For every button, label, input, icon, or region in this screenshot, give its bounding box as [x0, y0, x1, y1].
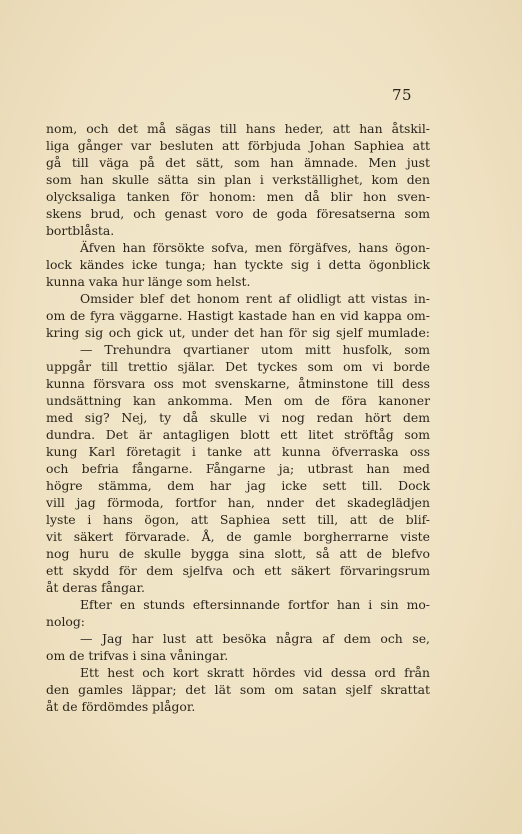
text-line: som han skulle sätta sin plan i verkställighet, kom den [46, 172, 430, 187]
text-line: åt deras fångar. [46, 580, 145, 595]
text-line: — Jag har lust att besöka några af dem och se, [80, 631, 430, 646]
text-line: nolog: [46, 614, 85, 629]
text-line: ett skydd för dem sjelfva och ett säkert förvaringsrum [46, 563, 430, 578]
text-line: kung Karl företagit i tanke att kunna öfverraska oss [46, 444, 430, 459]
text-line: liga gånger var besluten att förbjuda Johan Saphiea att [46, 138, 430, 153]
text-line: om de trifvas i sina våningar. [46, 648, 229, 663]
text-line: gå till väga på det sätt, som han ämnade. Men just [46, 155, 430, 170]
text-line: olycksaliga tanken för honom: men då blir hon sven- [46, 189, 430, 204]
text-line: vit säkert förvarade. Å, de gamle borgherrarne viste [46, 529, 430, 544]
text-line: Efter en stunds eftersinnande fortfor han i sin mo- [80, 597, 430, 612]
text-line: Omsider blef det honom rent af olidligt att vistas in- [80, 291, 430, 306]
text-line: nog huru de skulle bygga sina slott, så att de blefvo [46, 546, 430, 561]
text-line: om de fyra väggarne. Hastigt kastade han en vid kappa om- [46, 308, 430, 323]
text-line: Ett hest och kort skratt hördes vid dessa ord från [80, 665, 430, 680]
text-line: bortblåsta. [46, 223, 115, 238]
text-line: med sig? Nej, ty då skulle vi nog redan hört dem [46, 410, 430, 425]
text-line: Äfven han försökte sofva, men förgäfves, hans ögon- [80, 240, 430, 255]
text-line: undsättning kan ankomma. Men om de föra kanoner [46, 393, 430, 408]
text-line: kring sig och gick ut, under det han för sig sjelf mumlade: [46, 325, 430, 340]
body-text [46, 120, 430, 715]
text-line: åt de fördömdes plågor. [46, 699, 196, 714]
text-line: högre stämma, dem har jag icke sett till. Dock [46, 478, 430, 493]
text-line: uppgår till trettio själar. Det tyckes som om vi borde [46, 359, 430, 374]
text-line: — Trehundra qvartianer utom mitt husfolk, som [80, 342, 430, 357]
page-number: 75 [392, 86, 413, 104]
text-line: och befria fångarne. Fångarne ja; utbrast han med [46, 461, 430, 476]
text-line: den gamles läppar; det lät som om satan sjelf skrattat [46, 682, 430, 697]
text-line: kunna försvara oss mot svenskarne, åtminstone till dess [46, 376, 430, 391]
text-line: skens brud, och genast voro de goda föresatserna som [46, 206, 430, 221]
text-line: lock kändes icke tunga; han tyckte sig i detta ögonblick [46, 257, 430, 272]
text-line: nom, och det må sägas till hans heder, att han åtskil- [46, 121, 430, 136]
text-line: vill jag förmoda, fortfor han, nnder det skadeglädjen [46, 495, 430, 510]
text-line: kunna vaka hur länge som helst. [46, 274, 251, 289]
text-line: dundra. Det är antagligen blott ett litet ströftåg som [46, 427, 430, 442]
text-line: lyste i hans ögon, att Saphiea sett till, att de blif- [46, 512, 430, 527]
